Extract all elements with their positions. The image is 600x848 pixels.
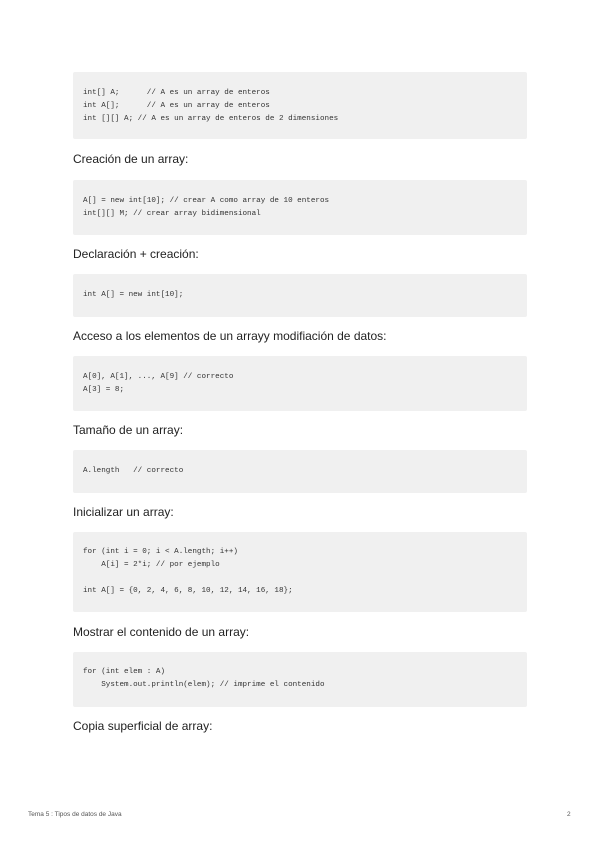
code-block-array-size: A.length // correcto [73,450,527,493]
heading-creation: Creación de un array: [73,152,189,166]
heading-declaration-creation: Declaración + creación: [73,247,199,261]
footer-title: Tema 5 : Tipos de datos de Java [28,811,122,818]
footer-page-number: 2 [567,811,571,818]
code-block-element-access: A[0], A[1], ..., A[9] // correcto A[3] = 8; [73,356,527,411]
heading-array-size: Tamaño de un array: [73,423,184,437]
heading-show-content: Mostrar el contenido de un array: [73,625,250,639]
code-block-show-content: for (int elem : A) System.out.println(elem); // imprime el contenido [73,652,527,707]
code-block-declaration-creation: int A[] = new int[10]; [73,274,527,317]
code-block-declaration: int[] A; // A es un array de enteros int A[]; // A es un array de enteros int [][] A; // A es un array de enteros de 2 dimensiones [73,72,527,139]
code-block-initialize: for (int i = 0; i < A.length; i++) A[i] = 2*i; // por ejemplo int A[] = {0, 2, 4, 6, 8, 10, 12, 14, 16, 18}; [73,532,527,612]
heading-shallow-copy: Copia superficial de array: [73,719,213,733]
code-block-creation: A[] = new int[10]; // crear A como array de 10 enteros int[][] M; // crear array bidimensional [73,180,527,235]
heading-element-access: Acceso a los elementos de un arrayy modifiación de datos: [73,329,387,343]
heading-initialize: Inicializar un array: [73,505,174,519]
